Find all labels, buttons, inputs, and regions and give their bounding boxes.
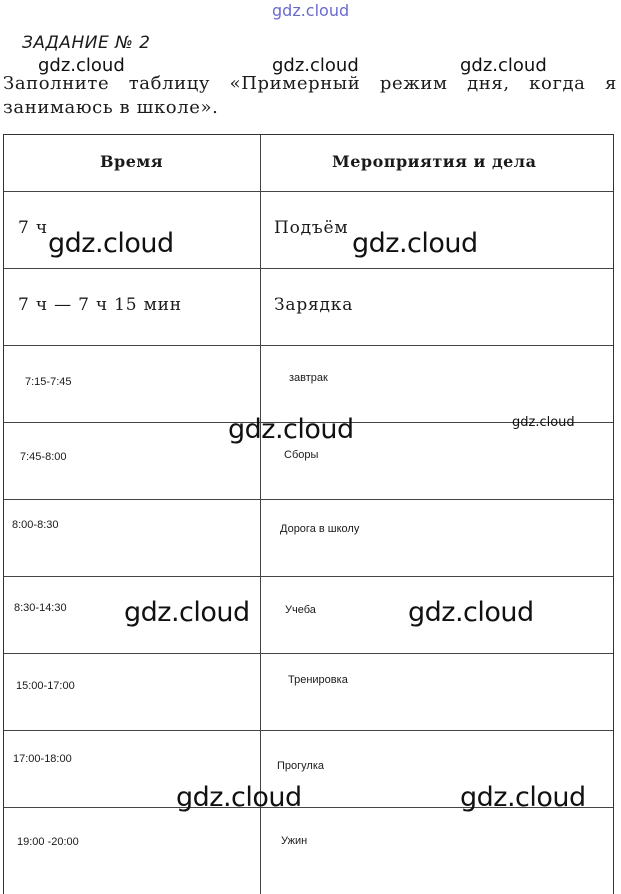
watermark: gdz.cloud [124, 597, 250, 628]
watermark: gdz.cloud [352, 228, 478, 259]
time-cell: 8:30-14:30 [14, 602, 67, 614]
task-title: ЗАДАНИЕ № 2 [22, 33, 151, 53]
activity-cell: Сборы [284, 449, 319, 461]
watermark: gdz.cloud [48, 228, 174, 259]
watermark: gdz.cloud [512, 415, 575, 430]
header-activities: Мероприятия и дела [332, 152, 537, 171]
watermark: gdz.cloud [408, 597, 534, 628]
watermark: gdz.cloud [460, 55, 547, 76]
watermark: gdz.cloud [176, 782, 302, 813]
watermark: gdz.cloud [272, 55, 359, 76]
row-divider [4, 268, 613, 269]
activity-cell: Прогулка [277, 760, 325, 772]
activity-cell: Учеба [285, 604, 316, 616]
row-divider [4, 499, 613, 500]
column-divider [260, 135, 261, 894]
row-divider [4, 191, 613, 192]
row-divider [4, 653, 613, 654]
time-cell: 8:00-8:30 [12, 519, 59, 531]
time-cell: 7 ч — 7 ч 15 мин [18, 295, 182, 315]
watermark-top: gdz.cloud [272, 1, 350, 20]
activity-cell: Тренировка [288, 674, 348, 686]
row-divider [4, 345, 613, 346]
activity-cell: Зарядка [274, 295, 354, 315]
row-divider [4, 576, 613, 577]
activity-cell: завтрак [289, 372, 328, 384]
watermark: gdz.cloud [228, 414, 354, 445]
watermark: gdz.cloud [38, 55, 125, 76]
watermark: gdz.cloud [460, 782, 586, 813]
row-divider [4, 730, 613, 731]
task-text: Заполните таблицу «Примерный режим дня, когда я занимаюсь в школе». [3, 73, 617, 118]
time-cell: 19:00 -20:00 [17, 836, 79, 848]
time-cell: 15:00-17:00 [16, 680, 75, 692]
header-time: Время [100, 152, 164, 171]
activity-cell: Ужин [281, 835, 308, 847]
time-cell: 7:15-7:45 [25, 376, 72, 388]
activity-cell: Подъём [274, 218, 349, 238]
time-cell: 7 ч [18, 218, 48, 238]
time-cell: 7:45-8:00 [20, 451, 67, 463]
time-cell: 17:00-18:00 [13, 753, 72, 765]
activity-cell: Дорога в школу [280, 523, 360, 535]
